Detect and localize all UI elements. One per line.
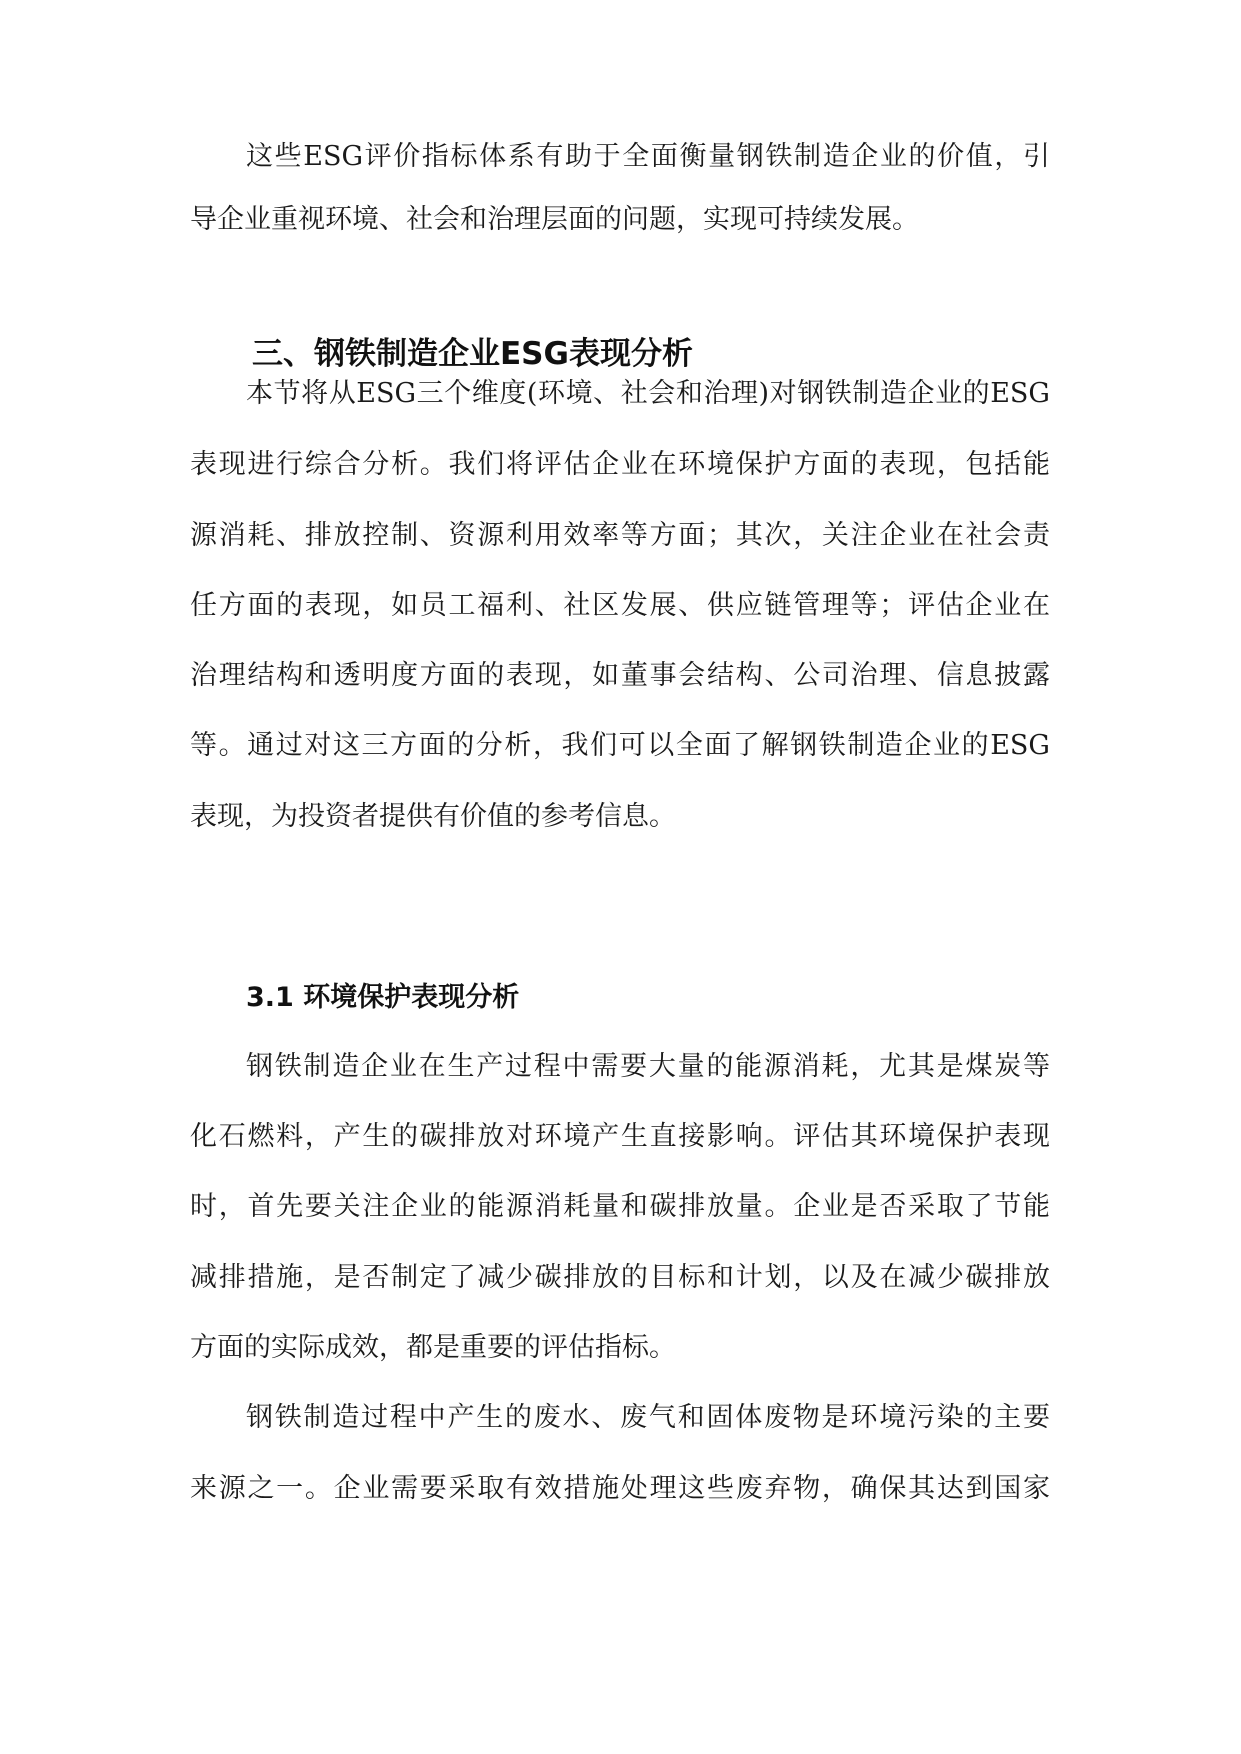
subsection-paragraph-line: 方面的实际成效，都是重要的评估指标。	[190, 1332, 676, 1363]
section-paragraph-line: 等。通过对这三方面的分析，我们可以全面了解钢铁制造企业的ESG	[190, 730, 1050, 761]
section-paragraph-line: 任方面的表现，如员工福利、社区发展、供应链管理等；评估企业在	[190, 590, 1050, 621]
subsection-paragraph-line: 化石燃料，产生的碳排放对环境产生直接影响。评估其环境保护表现	[190, 1121, 1050, 1152]
section-paragraph-line: 源消耗、排放控制、资源利用效率等方面；其次，关注企业在社会责	[190, 520, 1050, 551]
subsection-paragraph-line: 钢铁制造企业在生产过程中需要大量的能源消耗，尤其是煤炭等	[246, 1051, 1050, 1082]
section-paragraph-line: 本节将从ESG三个维度(环境、社会和治理)对钢铁制造企业的ESG	[246, 378, 1050, 409]
section-heading: 三、钢铁制造企业ESG表现分析	[252, 336, 693, 372]
subsection-paragraph-line: 来源之一。企业需要采取有效措施处理这些废弃物，确保其达到国家	[190, 1473, 1050, 1504]
section-paragraph-line: 表现，为投资者提供有价值的参考信息。	[190, 801, 676, 832]
subsection-paragraph-line: 时，首先要关注企业的能源消耗量和碳排放量。企业是否采取了节能	[190, 1191, 1050, 1222]
subsection-paragraph-line: 钢铁制造过程中产生的废水、废气和固体废物是环境污染的主要	[246, 1402, 1050, 1433]
intro-paragraph-line: 这些ESG评价指标体系有助于全面衡量钢铁制造企业的价值，引	[246, 141, 1050, 172]
section-paragraph-line: 表现进行综合分析。我们将评估企业在环境保护方面的表现，包括能	[190, 449, 1050, 480]
intro-paragraph-line: 导企业重视环境、社会和治理层面的问题，实现可持续发展。	[190, 204, 919, 235]
subsection-paragraph-line: 减排措施，是否制定了减少碳排放的目标和计划，以及在减少碳排放	[190, 1262, 1050, 1293]
section-paragraph-line: 治理结构和透明度方面的表现，如董事会结构、公司治理、信息披露	[190, 660, 1050, 691]
subsection-heading: 3.1 环境保护表现分析	[246, 982, 520, 1013]
